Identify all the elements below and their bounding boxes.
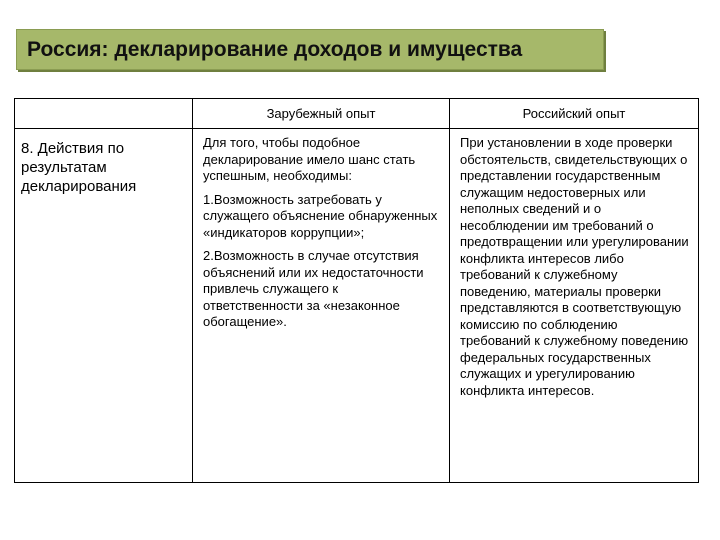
foreign-point-2: 2.Возможность в случае отсутствия объяснений или их недостаточности привлечь служащего к ответственности за «незаконное обогащение». [203, 248, 424, 329]
header-russian-experience: Российский опыт [450, 99, 699, 129]
foreign-experience-cell [193, 129, 450, 483]
comparison-table [14, 98, 699, 483]
russian-experience-cell [450, 129, 699, 483]
table-row [15, 129, 699, 483]
russian-experience-text: При установлении в ходе проверки обстоятельств, свидетельствующих о представлении государственным служащим недостоверных или неполных сведений и о несоблюдении им требований о предотвращении или урегулировании конфликта интересов либо требований к служебному поведению, материалы проверки представляются в соответствующую комиссию по соблюдению требований к служебному поведению федеральных государственных служащих и урегулированию конфликта интересов. [460, 135, 689, 398]
foreign-intro-text: Для того, чтобы подобное декларирование имело шанс стать успешным, необходимы: [203, 135, 416, 183]
header-foreign-experience: Зарубежный опыт [193, 99, 450, 129]
table-header-row [15, 99, 699, 129]
foreign-point-1: 1.Возможность затребовать у служащего объяснение обнаруженных «индикаторов коррупции»; [203, 191, 438, 240]
slide-title: Россия: декларирование доходов и имущества [27, 37, 523, 61]
title-banner [16, 29, 604, 70]
header-empty-cell [15, 99, 193, 129]
row-label: 8. Действия по результатам декларирования [15, 129, 193, 483]
